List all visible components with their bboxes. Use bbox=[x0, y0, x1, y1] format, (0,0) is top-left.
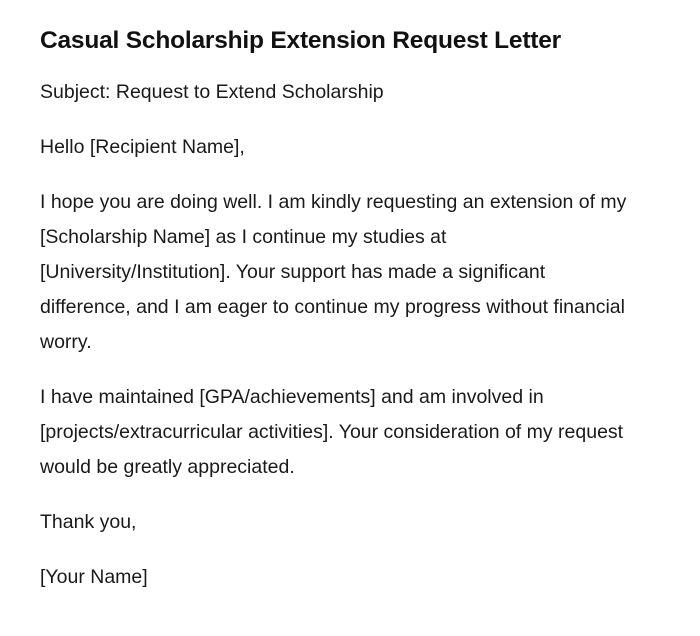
letter-body-paragraph-1: I hope you are doing well. I am kindly requesting an extension of my [Scholarship Name] as I continue my studies at [University/Institution]. Your support has made a significant difference, and I am eager to continue my progress without financial worry. bbox=[40, 191, 627, 353]
letter-greeting: Hello [Recipient Name], bbox=[40, 136, 245, 158]
letter-body-paragraph-2: I have maintained [GPA/achievements] and am involved in [projects/extracurricular activities]. Your consideration of my request would be greatly appreciated. bbox=[40, 386, 624, 478]
letter-signature: [Your Name] bbox=[40, 566, 148, 588]
page-title: Casual Scholarship Extension Request Letter bbox=[40, 27, 562, 54]
letter-subject: Subject: Request to Extend Scholarship bbox=[40, 81, 384, 103]
letter-closing: Thank you, bbox=[40, 511, 137, 533]
